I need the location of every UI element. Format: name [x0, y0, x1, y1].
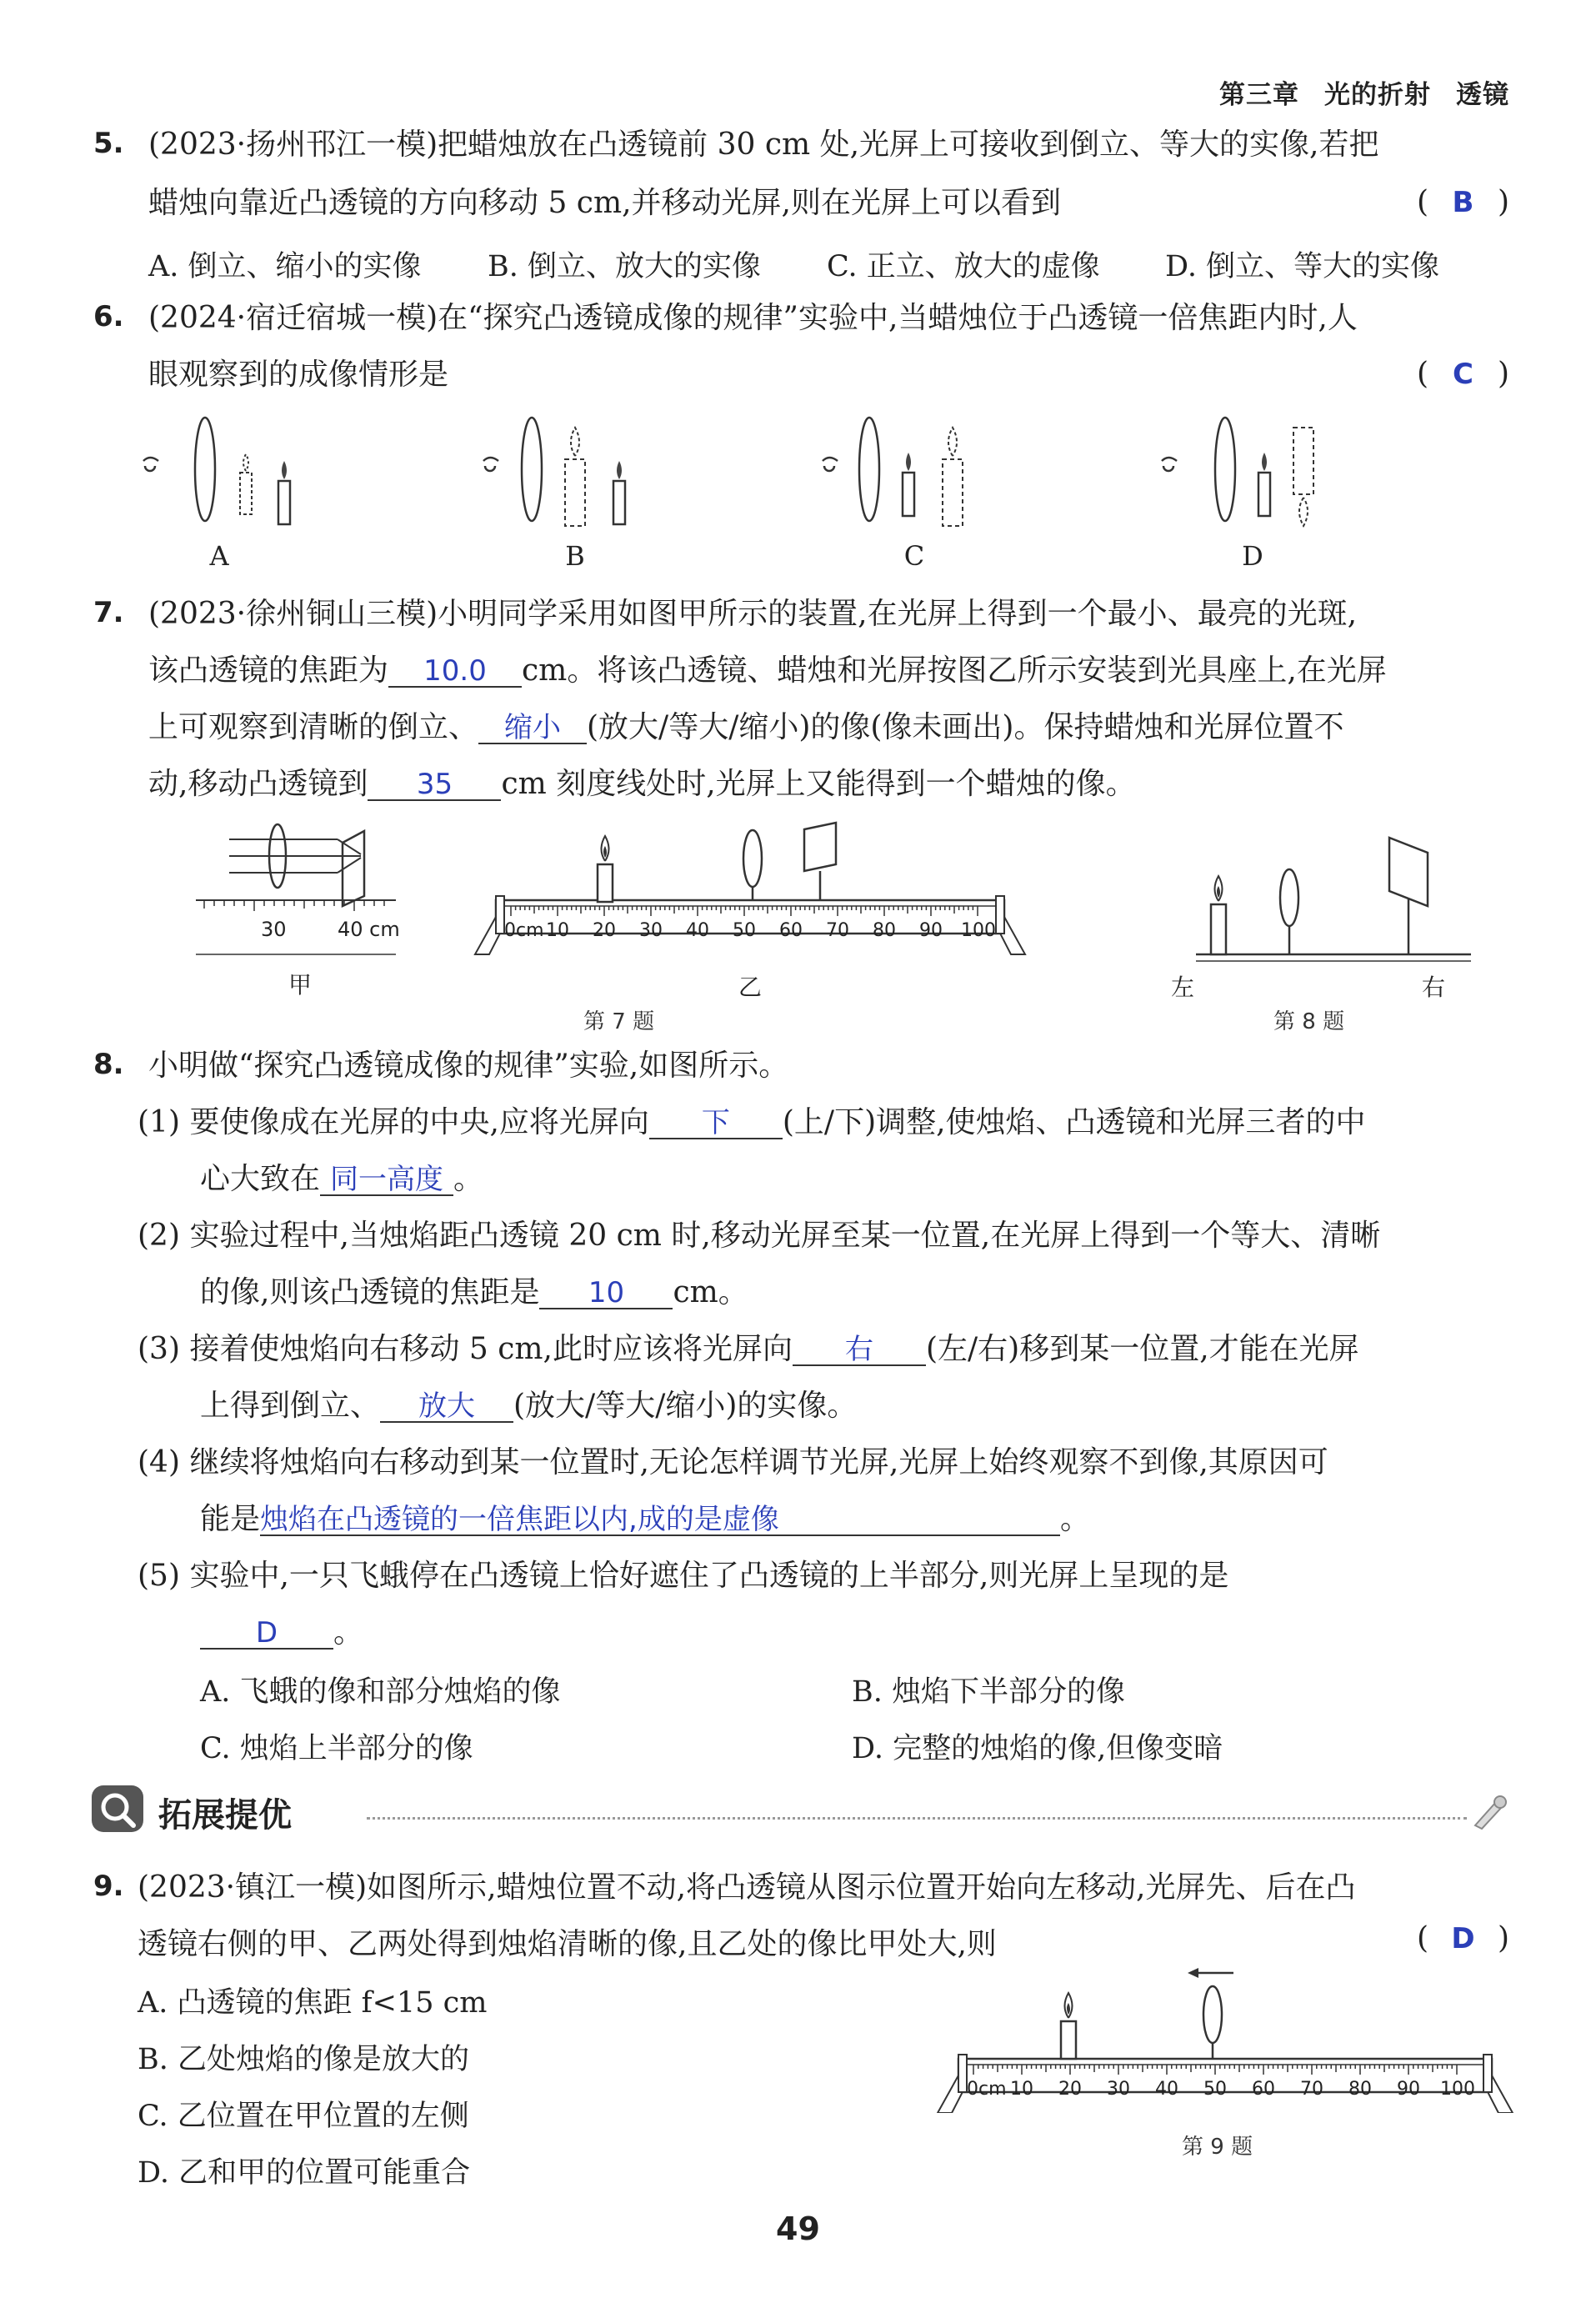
q5-option-b: B. 倒立、放大的实像 [488, 250, 761, 283]
q6-label-d: D [1242, 540, 1263, 572]
convex-lens [1280, 869, 1298, 926]
q6-stem-line1: (2024·宿迁宿城一模)在“探究凸透镜成像的规律”实验中,当蜡烛位于凸透镜一倍焦距内时,人 [148, 301, 1358, 335]
candle [598, 864, 613, 902]
q9-answer-box: ( D ) [1417, 1921, 1509, 1955]
q6-figure-c [823, 418, 963, 526]
flame-icon [1262, 453, 1267, 471]
topic-label-2: 透镜 [1456, 80, 1509, 110]
light-screen [1389, 838, 1428, 906]
q8-part2-line2 [200, 1274, 748, 1311]
q8-p2-text-c: cm。 [673, 1275, 748, 1309]
q7-text-4b: cm 刻度线处时,光屏上又能得到一个蜡烛的像。 [501, 767, 1136, 801]
q9-bench-tick-10: 10 [1010, 2079, 1033, 2100]
q8-caption: 第 8 题 [1273, 1009, 1345, 1034]
q8-part4-line2 [200, 1501, 1090, 1538]
eye-icon [483, 458, 498, 471]
q9-caption: 第 9 题 [1182, 2135, 1253, 2160]
q6-label-b: B [565, 540, 585, 572]
q8-p5-text-b: 。 [333, 1615, 364, 1650]
q9-bench-tick-80: 80 [1348, 2079, 1372, 2100]
q8-label-right: 右 [1421, 974, 1445, 1001]
q9-number: 9. [93, 1870, 124, 1903]
q7-bench-tick-labels [496, 911, 1029, 944]
virtual-image-flame [571, 428, 579, 456]
bench-tick-20: 20 [593, 920, 616, 941]
bench-tick-40: 40 [686, 920, 709, 941]
tick-label-40cm: 40 cm [338, 918, 400, 941]
q7-number: 7. [93, 596, 124, 629]
q7-caption: 第 7 题 [583, 1009, 655, 1034]
q7-label-yi: 乙 [738, 974, 762, 1001]
q8-p3-text-a: (3) 接着使烛焰向右移动 5 cm,此时应该将光屏向 [138, 1332, 793, 1366]
light-screen [804, 823, 836, 871]
q9-option-a: A. 凸透镜的焦距 f<15 cm [138, 1986, 488, 2020]
q9-answer: D [1451, 1922, 1475, 1955]
q5-answer-box: ( B ) [1417, 185, 1509, 219]
bench-tick-80: 80 [873, 920, 896, 941]
q6-number: 6. [93, 300, 124, 333]
bench-tick-90: 90 [919, 920, 943, 941]
q9-stem-line2: 透镜右侧的甲、乙两处得到烛焰清晰的像,且乙处的像比甲处大,则 [138, 1927, 997, 1961]
q7-jia-tick-labels [196, 911, 446, 944]
q8-figure [1196, 838, 1471, 961]
q9-option-d: D. 乙和甲的位置可能重合 [138, 2156, 471, 2190]
q6-stem-line2: 眼观察到的成像情形是 [148, 358, 449, 392]
q7-text-4a: 动,移动凸透镜到 [148, 767, 368, 801]
q5-option-a: A. 倒立、缩小的实像 [148, 250, 422, 283]
q8-option-d: D. 完整的烛焰的像,但像变暗 [852, 1732, 1223, 1765]
virtual-image-candle [565, 459, 585, 526]
virtual-image-candle [1293, 428, 1313, 494]
q6-figure-d [1162, 418, 1313, 526]
magnifier-icon [92, 1784, 147, 1834]
candle [903, 473, 914, 516]
q8-blank-focal-length: 10 [539, 1278, 673, 1309]
q7-label-jia: 甲 [288, 971, 312, 999]
eye-icon [1162, 458, 1177, 471]
convex-lens [859, 418, 879, 521]
q8-p1-text-c: 心大致在 [200, 1162, 321, 1196]
q7-blank-lens-position: 35 [368, 769, 501, 801]
q5-number: 5. [93, 127, 124, 160]
bench-tick-10: 10 [546, 920, 569, 941]
convex-lens [1203, 1986, 1222, 2043]
q9-bench-tick-40: 40 [1155, 2079, 1178, 2100]
q7-blank-image-size: 缩小 [478, 713, 587, 744]
convex-lens [522, 418, 542, 521]
q8-part4-line1: (4) 继续将烛焰向右移动到某一位置时,无论怎样调节光屏,光屏上始终观察不到像,其原因可 [138, 1445, 1328, 1479]
q8-p3-text-c: 上得到倒立、 [200, 1389, 381, 1423]
convex-lens [743, 830, 762, 887]
q6-label-a: A [209, 540, 229, 572]
q5-option-d: D. 倒立、等大的实像 [1165, 250, 1440, 283]
q7-text-3a: 上可观察到清晰的倒立、 [148, 710, 479, 744]
q8-label-left: 左 [1170, 974, 1194, 1001]
section-divider [367, 1817, 1467, 1820]
q6-figures [133, 413, 1367, 546]
q8-blank-height: 同一高度 [320, 1164, 453, 1196]
q9-stem-line1: (2023·镇江一模)如图所示,蜡烛位置不动,将凸透镜从图示位置开始向左移动,光屏先、后在凸 [138, 1870, 1356, 1905]
q9-bench-tick-90: 90 [1397, 2079, 1420, 2100]
q8-part5-line1: (5) 实验中,一只飞蛾停在凸透镜上恰好遮住了凸透镜的上半部分,则光屏上呈现的是 [138, 1559, 1229, 1593]
chapter-label: 第三章 [1219, 80, 1299, 110]
bench-tick-30: 30 [639, 920, 663, 941]
q8-blank-moth-answer: D [200, 1618, 333, 1650]
virtual-image-flame-inverted [1299, 498, 1308, 526]
bench-tick-0: 0cm [504, 920, 544, 941]
q8-blank-image-size: 放大 [380, 1391, 513, 1423]
bench-tick-100: 100 [961, 920, 996, 941]
q9-bench-tick-30: 30 [1107, 2079, 1130, 2100]
q8-part3-line2 [200, 1388, 857, 1424]
q9-bench-tick-100: 100 [1440, 2079, 1475, 2100]
q7-text-2b: cm。将该凸透镜、蜡烛和光屏按图乙所示安装到光具座上,在光屏 [522, 653, 1387, 688]
q6-figure-a [143, 418, 290, 524]
virtual-image-flame [243, 454, 248, 471]
flame-icon [282, 461, 287, 479]
q7-stem-line2 [148, 653, 1387, 689]
candle [613, 481, 625, 524]
q6-answer: C [1453, 358, 1473, 391]
q6-label-c: C [903, 540, 925, 572]
q8-option-b: B. 烛焰下半部分的像 [852, 1675, 1125, 1709]
eye-icon [823, 458, 838, 471]
q7-stem-line1: (2023·徐州铜山三模)小明同学采用如图甲所示的装置,在光屏上得到一个最小、最亮的光斑, [148, 597, 1358, 631]
flame-icon [617, 461, 622, 479]
candle [1061, 2021, 1076, 2059]
candle [1258, 473, 1270, 516]
virtual-image-candle [943, 459, 963, 526]
q6-figure-b [483, 418, 625, 526]
q5-option-c: C. 正立、放大的虚像 [827, 250, 1100, 283]
q9-bench-tick-20: 20 [1058, 2079, 1082, 2100]
q7-text-2a: 该凸透镜的焦距为 [148, 653, 389, 688]
q8-part3-line1 [138, 1331, 1359, 1368]
q7-stem-line3 [148, 709, 1343, 746]
bench-tick-50: 50 [733, 920, 756, 941]
virtual-image-candle [240, 473, 252, 514]
topic-label-1: 光的折射 [1324, 80, 1431, 110]
q8-p4-text-c: 。 [1060, 1502, 1091, 1536]
convex-lens [195, 418, 215, 521]
q8-option-a: A. 飞蛾的像和部分烛焰的像 [200, 1675, 561, 1709]
q9-bench-tick-50: 50 [1203, 2079, 1227, 2100]
q5-stem-line1: (2023·扬州邗江一模)把蜡烛放在凸透镜前 30 cm 处,光屏上可接收到倒立、等大的实像,若把 [148, 128, 1379, 162]
q9-bench-tick-70: 70 [1300, 2079, 1323, 2100]
q7-blank-focal-length: 10.0 [388, 656, 522, 688]
q9-option-c: C. 乙位置在甲位置的左侧 [138, 2100, 469, 2133]
q8-blank-screen-move: 右 [793, 1334, 926, 1366]
q8-p3-text-d: (放大/等大/缩小)的实像。 [513, 1389, 858, 1423]
q8-intro: 小明做“探究凸透镜成像的规律”实验,如图所示。 [148, 1049, 789, 1083]
q8-part5-line2 [200, 1615, 363, 1651]
section-title: 拓展提优 [158, 1796, 292, 1835]
q8-p3-text-b: (左/右)移到某一位置,才能在光屏 [925, 1332, 1359, 1366]
q8-p1-text-b: (上/下)调整,使烛焰、凸透镜和光屏三者的中 [782, 1105, 1366, 1139]
pin-icon [1467, 1792, 1508, 1834]
q7-stem-line4 [148, 766, 1136, 803]
q8-p4-text-b: 能是 [200, 1502, 261, 1536]
q8-p1-text-a: (1) 要使像成在光屏的中央,应将光屏向 [138, 1105, 649, 1139]
q6-answer-box: ( C ) [1417, 357, 1509, 391]
bench-tick-60: 60 [779, 920, 803, 941]
q5-stem-line2: 蜡烛向靠近凸透镜的方向移动 5 cm,并移动光屏,则在光屏上可以看到 [148, 186, 1061, 220]
virtual-image-flame [948, 428, 957, 456]
q9-bench-tick-60: 60 [1252, 2079, 1275, 2100]
q9-bench-tick-labels [967, 2070, 1500, 2103]
bench-tick-70: 70 [826, 920, 849, 941]
q8-p2-text-b: 的像,则该凸透镜的焦距是 [200, 1275, 540, 1309]
page-header [1194, 73, 1509, 111]
tick-label-30: 30 [261, 918, 287, 941]
page-number: 49 [776, 2210, 820, 2247]
convex-lens [1215, 418, 1235, 521]
eye-icon [143, 458, 158, 471]
q8-p1-text-d: 。 [453, 1162, 484, 1196]
q8-blank-screen-direction: 下 [649, 1108, 783, 1139]
q8-blank-reason: 烛焰在凸透镜的一倍焦距以内,成的是虚像 [260, 1504, 1060, 1536]
section-extension [92, 1784, 1508, 1842]
q8-part2-line1: (2) 实验过程中,当烛焰距凸透镜 20 cm 时,移动光屏至某一位置,在光屏上得到一个等大、清晰 [138, 1219, 1381, 1253]
q8-part1-line1 [138, 1104, 1366, 1141]
q9-bench-tick-0: 0cm [967, 2079, 1007, 2100]
candle [1211, 904, 1226, 954]
q8-part1-line2 [200, 1161, 483, 1198]
q5-answer: B [1452, 186, 1474, 219]
light-screen [343, 831, 364, 906]
q8-option-c: C. 烛焰上半部分的像 [200, 1732, 473, 1765]
q8-number: 8. [93, 1048, 124, 1081]
candle [278, 481, 290, 524]
flame-icon [906, 453, 911, 471]
q7-text-3b: (放大/等大/缩小)的像(像未画出)。保持蜡烛和光屏位置不 [587, 710, 1344, 744]
q9-option-b: B. 乙处烛焰的像是放大的 [138, 2043, 469, 2076]
